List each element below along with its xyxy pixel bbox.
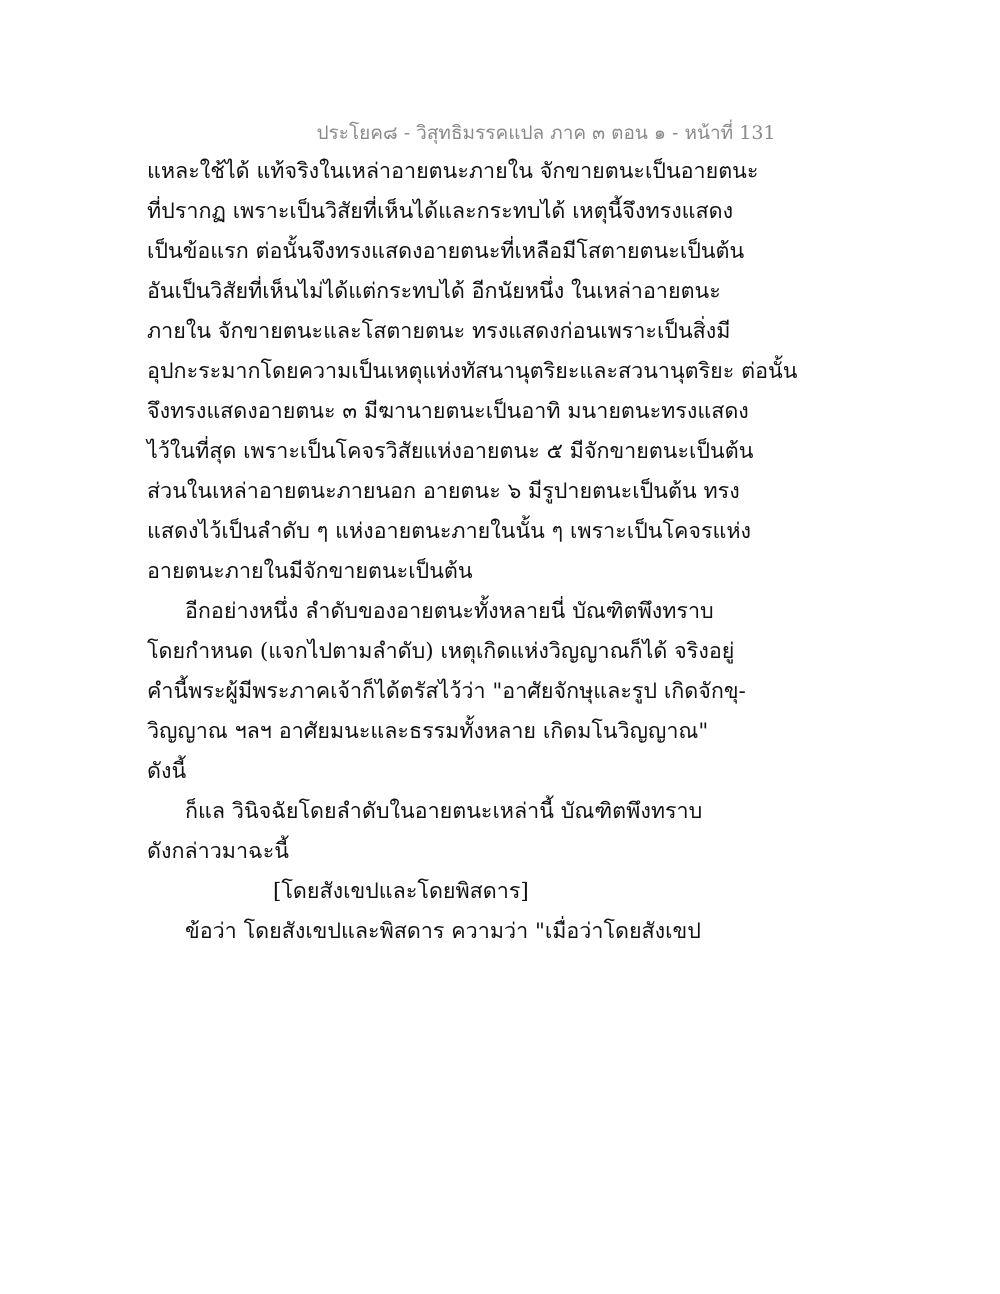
text-line: เป็นข้อแรก ต่อนั้นจึงทรงแสดงอายตนะที่เหลือมีโสตายตนะเป็นต้น (147, 239, 745, 264)
paragraph (147, 792, 867, 872)
text-line: อันเป็นวิสัยที่เห็นไม่ได้แต่กระทบได้ อีกนัยหนึ่ง ในเหล่าอายตนะ (147, 279, 721, 304)
text-line: ส่วนในเหล่าอายตนะภายนอก อายตนะ ๖ มีรูปายตนะเป็นต้น ทรง (147, 479, 740, 504)
running-header-text: ประโยค๘ - วิสุทธิมรรคแปล ภาค ๓ ตอน ๑ - หน้าที่ 131 (316, 122, 776, 144)
text-line: ข้อว่า โดยสังเขปและพิสดาร ความว่า "เมื่อว่าโดยสังเขป (185, 919, 701, 944)
text-line: วิญญาณ ฯลฯ อาศัยมนะและธรรมทั้งหลาย เกิดมโนวิญญาณ" (147, 719, 709, 744)
text-line: ดังนี้ (147, 759, 187, 784)
text-line: จึงทรงแสดงอายตนะ ๓ มีฆานายตนะเป็นอาทิ มนายตนะทรงแสดง (147, 399, 749, 424)
page-header (0, 118, 1000, 148)
paragraph (147, 152, 867, 592)
paragraph (147, 592, 867, 792)
text-line: แหละใช้ได้ แท้จริงในเหล่าอายตนะภายใน จักขายตนะเป็นอายตนะ (147, 159, 759, 184)
text-line: ไว้ในที่สุด เพราะเป็นโคจรวิสัยแห่งอายตนะ ๕ มีจักขายตนะเป็นต้น (147, 439, 754, 464)
text-line: ดังกล่าวมาฉะนี้ (147, 839, 289, 864)
paragraph (147, 912, 867, 952)
text-line: คำนี้พระผู้มีพระภาคเจ้าก็ได้ตรัสไว้ว่า "อาศัยจักษุและรูป เกิดจักขุ- (147, 679, 746, 704)
text-line: ที่ปรากฏ เพราะเป็นวิสัยที่เห็นได้และกระทบได้ เหตุนี้จึงทรงแสดง (147, 199, 734, 224)
text-line: แสดงไว้เป็นลำดับ ๆ แห่งอายตนะภายในนั้น ๆ เพราะเป็นโคจรแห่ง (147, 519, 752, 544)
document-body (147, 152, 867, 952)
text-line: โดยกำหนด (แจกไปตามลำดับ) เหตุเกิดแห่งวิญญาณก็ได้ จริงอยู่ (147, 639, 735, 664)
text-line: ก็แล วินิจฉัยโดยลำดับในอายตนะเหล่านี้ บัณฑิตพึงทราบ (185, 799, 703, 824)
text-line: ภายใน จักขายตนะและโสตายตนะ ทรงแสดงก่อนเพราะเป็นสิ่งมี (147, 319, 731, 344)
text-line: อุปกะระมากโดยความเป็นเหตุแห่งทัสนานุตริยะและสวนานุตริยะ ต่อนั้น (147, 359, 798, 384)
text-line: อีกอย่างหนึ่ง ลำดับของอายตนะทั้งหลายนี่ บัณฑิตพึงทราบ (185, 599, 714, 624)
section-heading: [โดยสังเขปและโดยพิสดาร] (273, 879, 529, 904)
text-line: อายตนะภายในมีจักขายตนะเป็นต้น (147, 559, 473, 584)
